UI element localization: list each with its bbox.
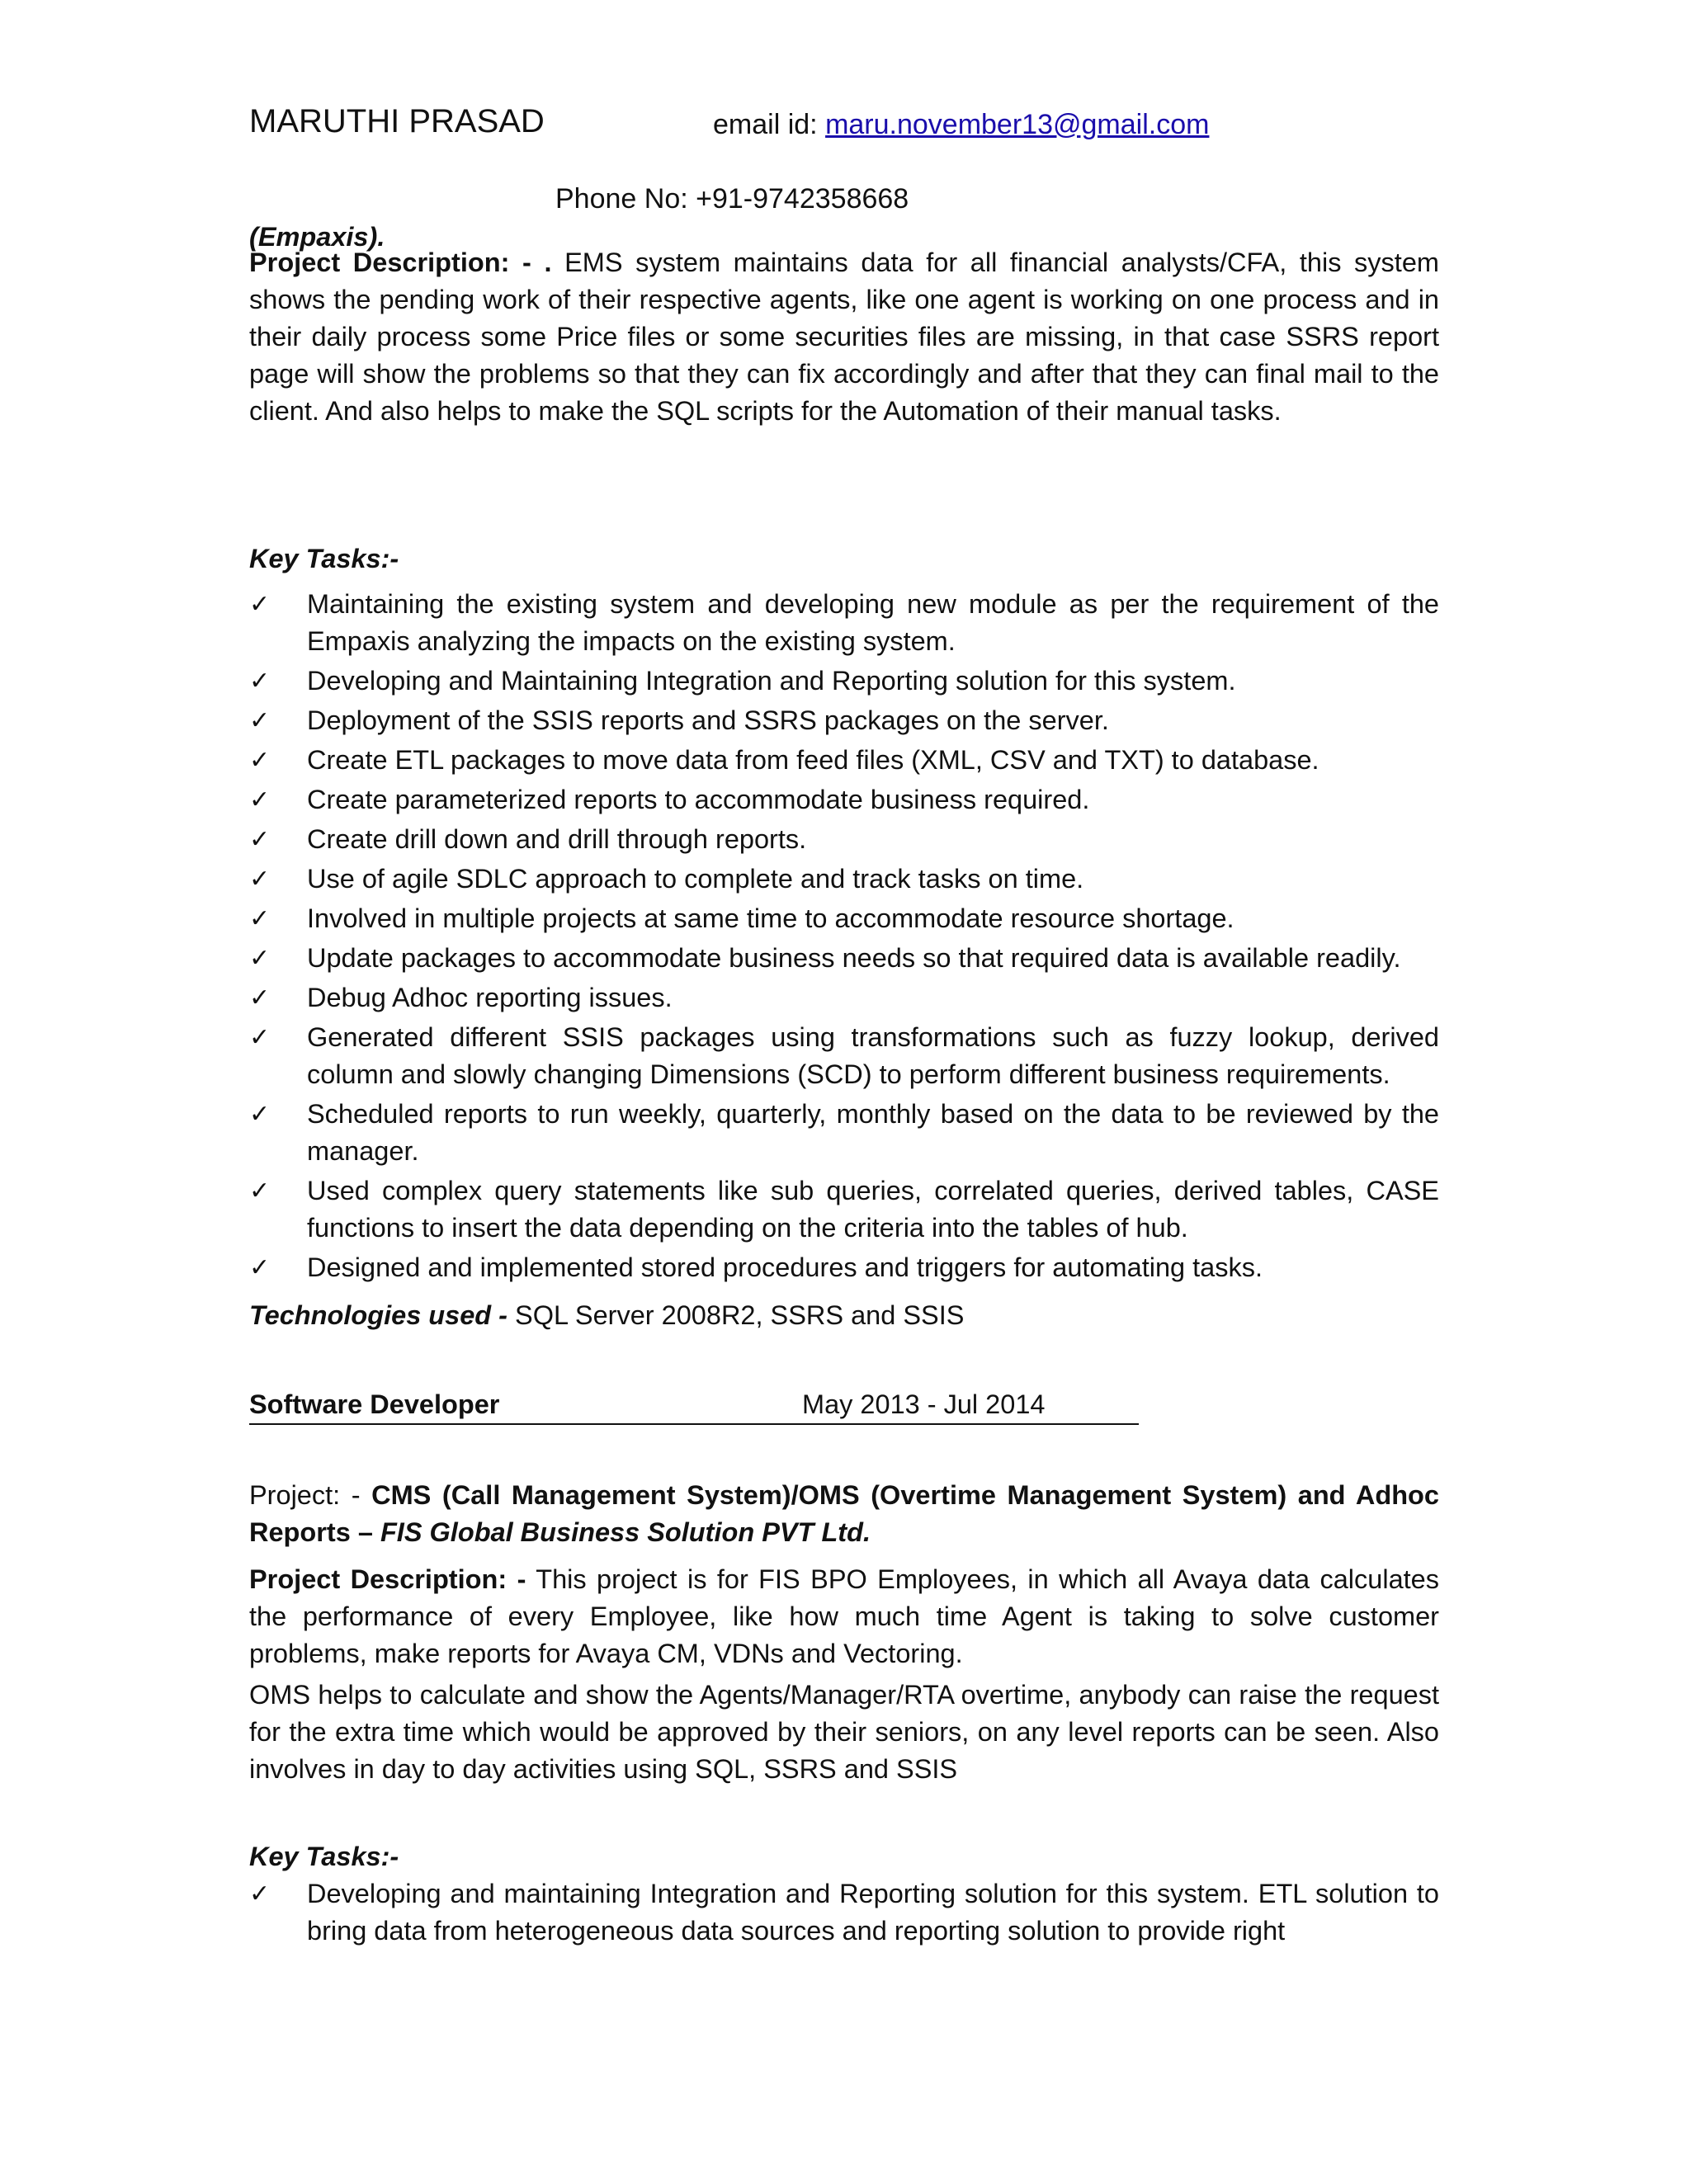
list-item: ✓ Involved in multiple projects at same time to accommodate resource shortage. bbox=[249, 900, 1439, 937]
project-description-text: This project is for FIS BPO Employees, in which all Avaya data calculates the performance of every Employee, like how much time Agent is taking to solve customer problems, make reports for Avaya CM, VDNs and Vectoring. bbox=[249, 1564, 1439, 1668]
project-description bbox=[249, 244, 1439, 430]
key-tasks-heading: Key Tasks:- bbox=[249, 1842, 399, 1871]
phone-number: Phone No: +91-9742358668 bbox=[555, 183, 909, 215]
checkmark-icon: ✓ bbox=[249, 1023, 271, 1052]
email-link[interactable]: maru.november13@gmail.com bbox=[825, 109, 1210, 140]
checkmark-icon: ✓ bbox=[249, 984, 271, 1012]
project-title bbox=[249, 1477, 1439, 1551]
list-item: ✓ Designed and implemented stored procedures and triggers for automating tasks. bbox=[249, 1249, 1439, 1286]
checkmark-icon: ✓ bbox=[249, 785, 271, 814]
list-item: ✓ Use of agile SDLC approach to complete and track tasks on time. bbox=[249, 861, 1439, 898]
project-description bbox=[249, 1561, 1439, 1672]
checkmark-icon: ✓ bbox=[249, 825, 271, 854]
checkmark-icon: ✓ bbox=[249, 1177, 271, 1205]
list-item: ✓ Developing and maintaining Integration and Reporting solution for this system. ETL solution to bring data from heterogeneous data sources and reporting solution to provide right bbox=[249, 1875, 1439, 1950]
checkmark-icon: ✓ bbox=[249, 667, 271, 696]
list-item: ✓ Developing and Maintaining Integration and Reporting solution for this system. bbox=[249, 663, 1439, 700]
project-description-text: EMS system maintains data for all financial analysts/CFA, this system shows the pending work of their respective agents, like one agent is working on one process and in their daily process some Price files or some securities files are missing, in that case SSRS report page will show the problems so that they can fix accordingly and after that they can final mail to the client. And also helps to make the SQL scripts for the Automation of their manual tasks. bbox=[249, 248, 1439, 426]
project-description-label: Project Description: - . bbox=[249, 248, 552, 277]
key-tasks-list bbox=[249, 1875, 1439, 1952]
list-item: ✓ Create parameterized reports to accommodate business required. bbox=[249, 781, 1439, 818]
role-title: Software Developer bbox=[249, 1389, 500, 1419]
checkmark-icon: ✓ bbox=[249, 1100, 271, 1129]
project-description-label: Project Description: - bbox=[249, 1564, 526, 1594]
list-item: ✓ Debug Adhoc reporting issues. bbox=[249, 979, 1439, 1017]
checkmark-icon: ✓ bbox=[249, 944, 271, 973]
project-label: Project: - bbox=[249, 1480, 372, 1510]
checkmark-icon: ✓ bbox=[249, 706, 271, 735]
candidate-name: MARUTHI PRASAD bbox=[249, 103, 545, 139]
list-item: ✓ Scheduled reports to run weekly, quarterly, monthly based on the data to be reviewed by the manager. bbox=[249, 1096, 1439, 1170]
oms-description: OMS helps to calculate and show the Agents/Manager/RTA overtime, anybody can raise the request for the extra time which would be approved by their seniors, on any level reports can be seen. Also involves in day to day activities using SQL, SSRS and SSIS bbox=[249, 1680, 1439, 1784]
list-item: ✓ Create drill down and drill through reports. bbox=[249, 821, 1439, 858]
checkmark-icon: ✓ bbox=[249, 904, 271, 933]
project-company: (Empaxis). bbox=[249, 222, 385, 252]
project-name: CMS (Call Management System)/OMS (Overtime Management System) and Adhoc Reports – bbox=[249, 1480, 1439, 1547]
checkmark-icon: ✓ bbox=[249, 865, 271, 894]
checkmark-icon: ✓ bbox=[249, 590, 271, 619]
list-item: ✓ Maintaining the existing system and developing new module as per the requirement of the Empaxis analyzing the impacts on the existing system. bbox=[249, 586, 1439, 660]
technologies-label: Technologies used - bbox=[249, 1300, 508, 1330]
list-item: ✓ Update packages to accommodate business needs so that required data is available readily. bbox=[249, 940, 1439, 977]
email-line bbox=[713, 106, 1209, 144]
list-item: ✓ Deployment of the SSIS reports and SSRS packages on the server. bbox=[249, 702, 1439, 739]
checkmark-icon: ✓ bbox=[249, 1253, 271, 1282]
project-company: FIS Global Business Solution PVT Ltd. bbox=[380, 1517, 871, 1547]
list-item: ✓ Create ETL packages to move data from feed files (XML, CSV and TXT) to database. bbox=[249, 742, 1439, 779]
technologies-text: SQL Server 2008R2, SSRS and SSIS bbox=[507, 1300, 965, 1330]
checkmark-icon: ✓ bbox=[249, 1880, 271, 1908]
list-item: ✓ Generated different SSIS packages using transformations such as fuzzy lookup, derived column and slowly changing Dimensions (SCD) to perform different business requirements. bbox=[249, 1019, 1439, 1093]
checkmark-icon: ✓ bbox=[249, 746, 271, 775]
key-tasks-list bbox=[249, 586, 1439, 1289]
role-heading bbox=[249, 1386, 1139, 1425]
role-dates: May 2013 - Jul 2014 bbox=[802, 1389, 1046, 1419]
technologies-used bbox=[249, 1297, 1439, 1334]
key-tasks-heading: Key Tasks:- bbox=[249, 544, 399, 573]
email-label: email id: bbox=[713, 109, 826, 140]
list-item: ✓ Used complex query statements like sub queries, correlated queries, derived tables, CASE functions to insert the data depending on the criteria into the tables of hub. bbox=[249, 1172, 1439, 1247]
